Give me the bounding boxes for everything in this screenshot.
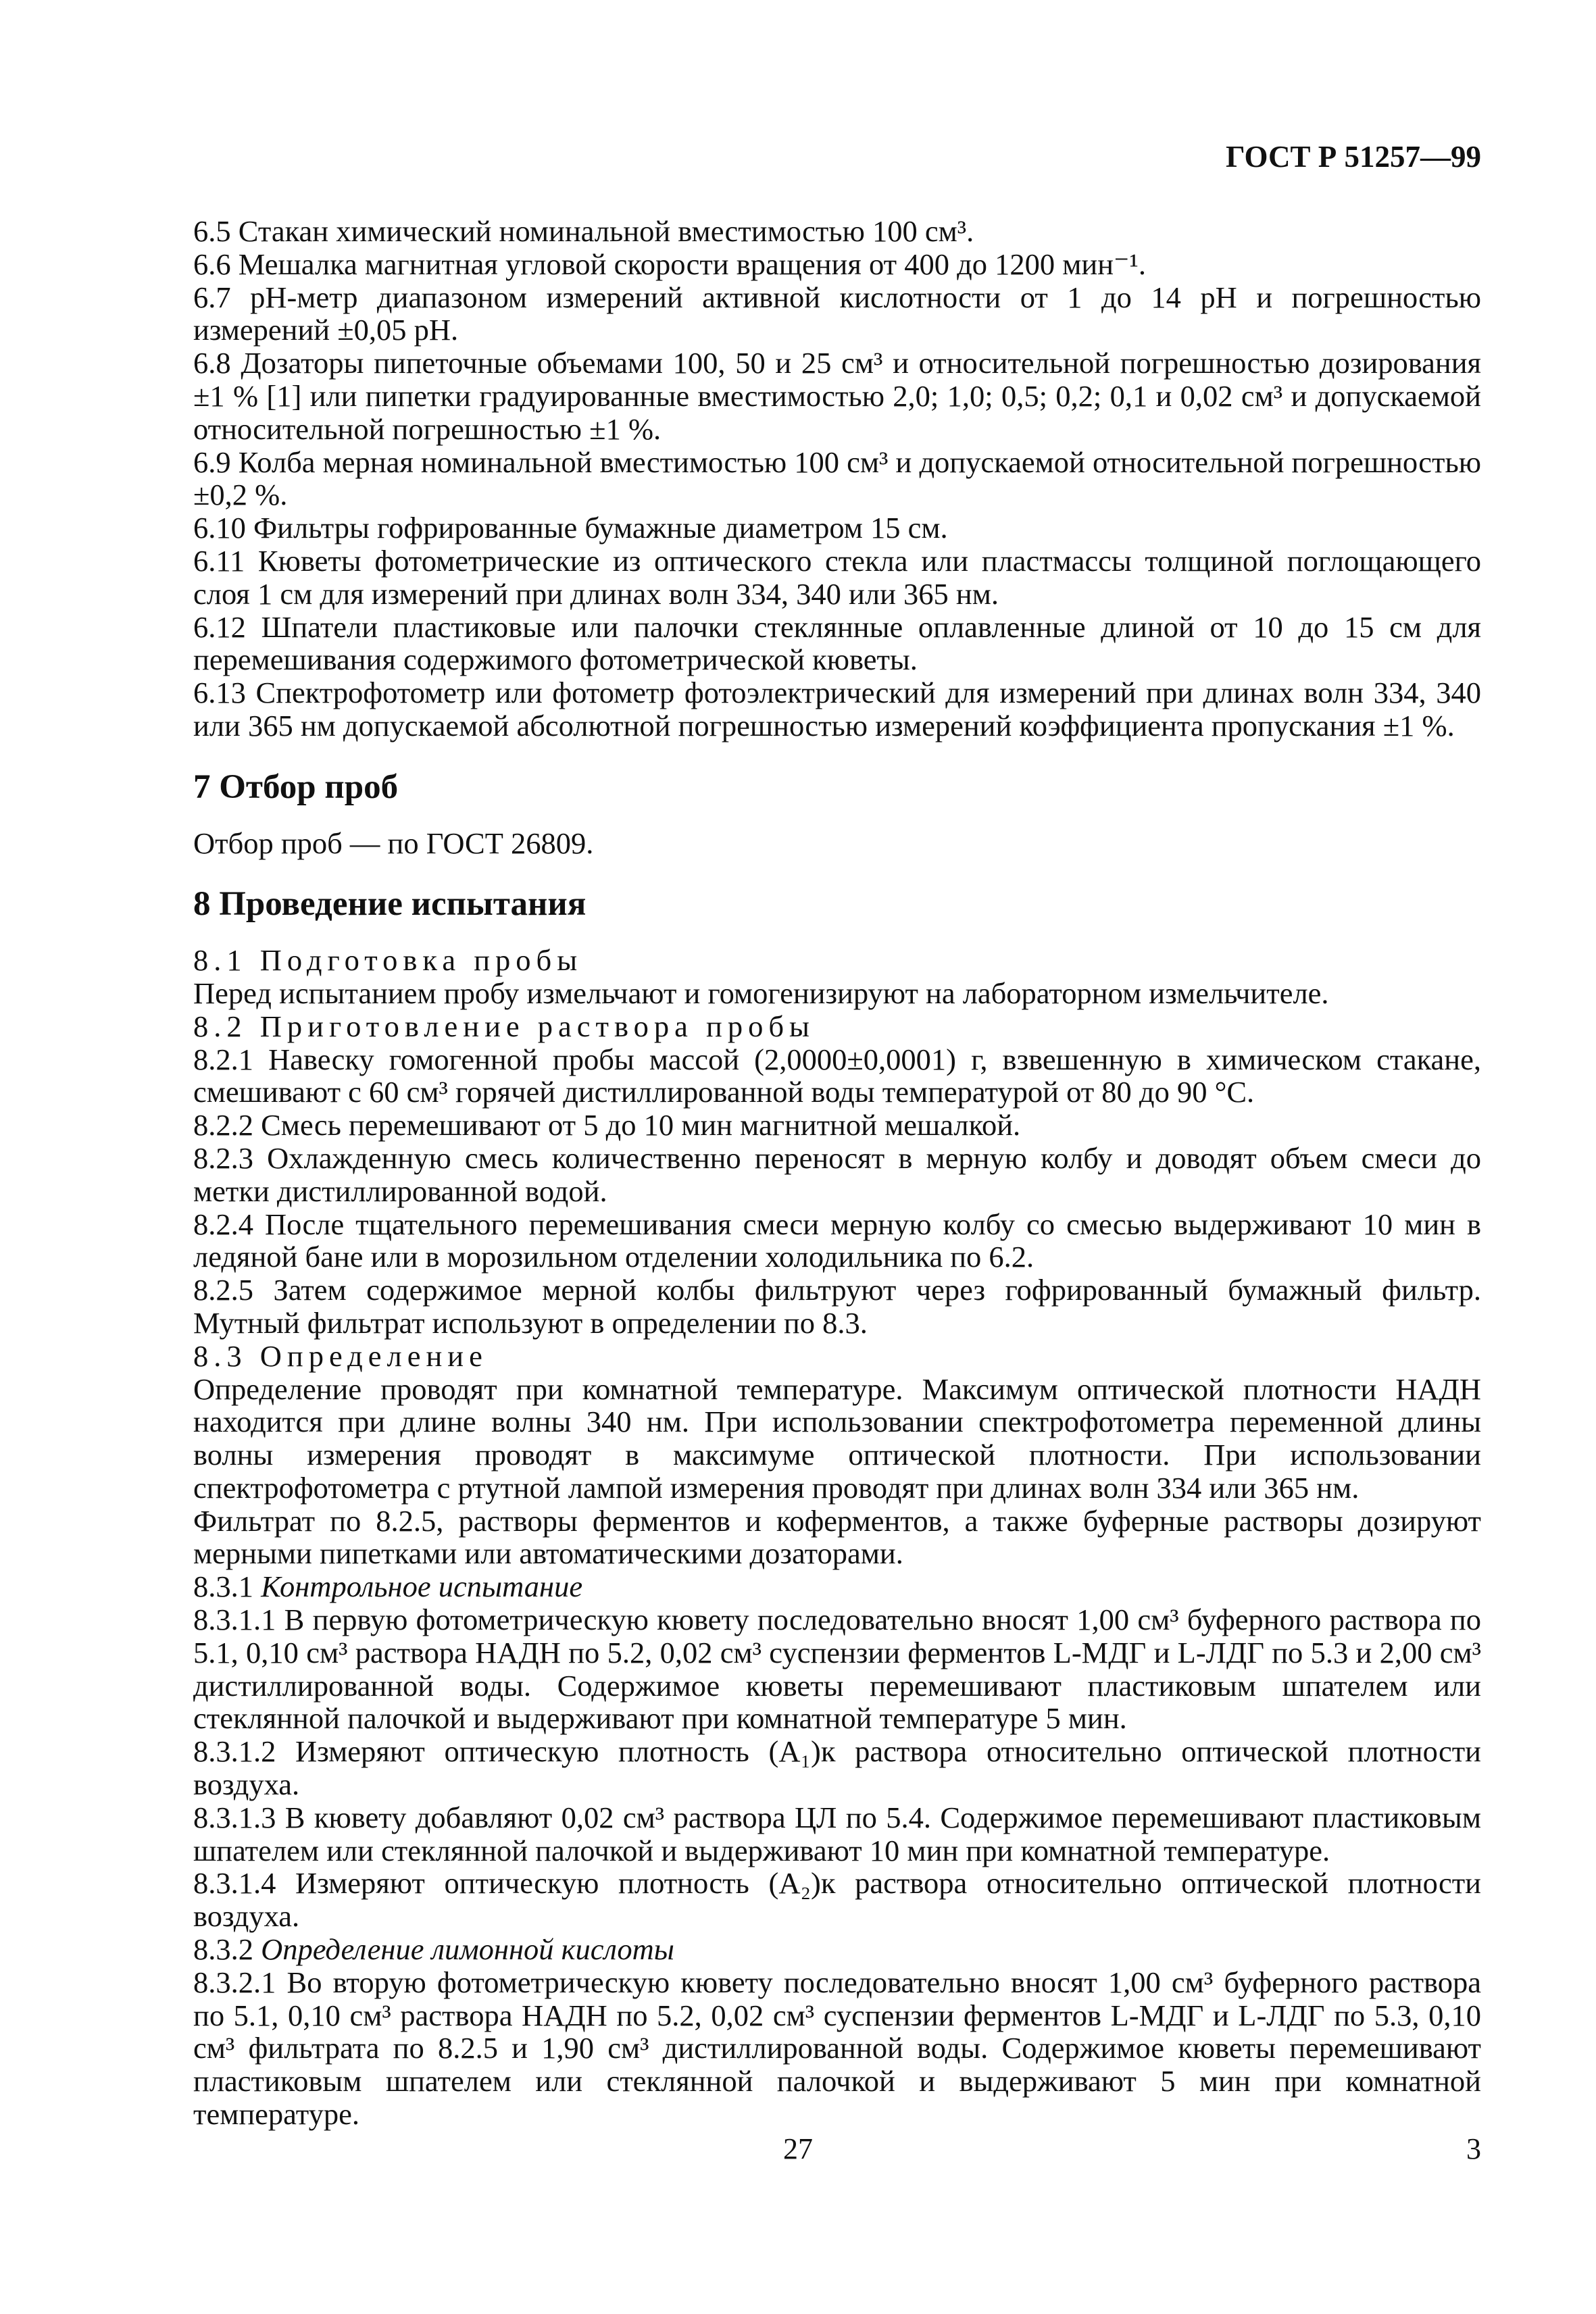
- item-8-3-2-1: 8.3.2.1 Во вторую фотометрическую кювету последовательно вносят 1,00 см³ буферного раствора по 5.1, 0,10 см³ раствора НАДН по 5.2, 0,02 см³ суспензии ферментов L-МДГ и L-ЛДГ по 5.3, 0,10 см³ фильтрата по 8.2.5 и 1,90 см³ дистиллированной воды. Содержимое кюветы перемешивают пластиковым шпателем или стеклянной палочкой и выдерживают 5 мин при комнатной температуре.: [193, 1965, 1481, 2132]
- section-8-title: 8 Проведение испытания: [193, 885, 587, 924]
- subsection-8-3-2-number: 8.3.2: [193, 1932, 253, 1967]
- item-6-10: 6.10 Фильтры гофрированные бумажные диаметром 15 см.: [193, 511, 948, 545]
- subsection-8-1-title: 8.1 Подготовка пробы: [193, 943, 583, 978]
- subsection-8-3-1-number: 8.3.1: [193, 1569, 253, 1604]
- item-6-12: 6.12 Шпатели пластиковые или палочки стеклянные оплавленные длиной от 10 до 15 см для перемешивания содержимого фотометрической кюветы.: [193, 609, 1481, 677]
- page-content: [193, 215, 1481, 2131]
- item-8-3-1-2: 8.3.1.2 Измеряют оптическую плотность (A₁)к раствора относительно оптической плотности воздуха.: [193, 1734, 1481, 1802]
- subsection-8-3-title: 8.3 Определение: [193, 1338, 488, 1373]
- document-id-header: ГОСТ Р 51257—99: [1225, 140, 1481, 174]
- subsection-8-3-1-title: Контрольное испытание: [261, 1569, 583, 1604]
- subsection-8-1-text: Перед испытанием пробу измельчают и гомогенизируют на лабораторном измельчителе.: [193, 976, 1329, 1010]
- item-8-2-1: 8.2.1 Навеску гомогенной пробы массой (2,0000±0,0001) г, взвешенную в химическом стакане, смешивают с 60 см³ горячей дистиллированной воды температурой от 80 до 90 °С.: [193, 1042, 1481, 1109]
- page-number-right: 3: [1466, 2132, 1481, 2165]
- section-7-title: 7 Отбор проб: [193, 768, 399, 806]
- item-8-3-1-3: 8.3.1.3 В кювету добавляют 0,02 см³ раствора ЦЛ по 5.4. Содержимое перемешивают пластиковым шпателем или стеклянной палочкой и выдерживают 10 мин при комнатной температуре.: [193, 1800, 1481, 1867]
- item-6-7: 6.7 pH-метр диапазоном измерений активной кислотности от 1 до 14 pH и погрешностью измерений ±0,05 pH.: [193, 280, 1481, 347]
- item-8-2-4: 8.2.4 После тщательного перемешивания смеси мерную колбу со смесью выдерживают 10 мин в ледяной бане или в морозильном отделении холодильника по 6.2.: [193, 1207, 1481, 1274]
- subsection-8-2-title: 8.2 Приготовление раствора пробы: [193, 1009, 815, 1043]
- item-8-3-1-4: 8.3.1.4 Измеряют оптическую плотность (A₂)к раствора относительно оптической плотности воздуха.: [193, 1866, 1481, 1934]
- subsection-8-3-2-title: Определение лимонной кислоты: [261, 1932, 674, 1967]
- item-8-2-3: 8.2.3 Охлажденную смесь количественно переносят в мерную колбу и доводят объем смеси до метки дистиллированной водой.: [193, 1140, 1481, 1208]
- subsection-8-3-para-1: Определение проводят при комнатной температуре. Максимум оптической плотности НАДН находится при длине волны 340 нм. При использовании спектрофотометра переменной длины волны измерения проводят в максимуме оптической плотности. При использовании спектрофотометра с ртутной лампой измерения проводят при длинах волн 334 или 365 нм.: [193, 1372, 1481, 1505]
- item-6-6: 6.6 Мешалка магнитная угловой скорости вращения от 400 до 1200 мин⁻¹.: [193, 247, 1146, 281]
- item-6-5: 6.5 Стакан химический номинальной вместимостью 100 см³.: [193, 214, 974, 248]
- item-8-3-1-1: 8.3.1.1 В первую фотометрическую кювету последовательно вносят 1,00 см³ буферного раствора по 5.1, 0,10 см³ раствора НАДН по 5.2, 0,02 см³ суспензии ферментов L-МДГ и L-ЛДГ по 5.3 и 2,00 см³ дистиллированной воды. Содержимое кюветы перемешивают пластиковым шпателем или стеклянной палочкой и выдерживают при комнатной температуре 5 мин.: [193, 1603, 1481, 1736]
- item-6-13: 6.13 Спектрофотометр или фотометр фотоэлектрический для измерений при длинах волн 334, 340 или 365 нм допускаемой абсолютной погрешностью измерений коэффициента пропускания ±1 %.: [193, 676, 1481, 743]
- subsection-8-3-para-2: Фильтрат по 8.2.5, растворы ферментов и коферментов, а также буферные растворы дозируют мерными пипетками или автоматическими дозаторами.: [193, 1503, 1481, 1571]
- section-7-text: Отбор проб — по ГОСТ 26809.: [193, 826, 594, 860]
- item-8-2-2: 8.2.2 Смесь перемешивают от 5 до 10 мин магнитной мешалкой.: [193, 1108, 1021, 1142]
- subsection-8-3-1-heading: [193, 1570, 1481, 1603]
- item-8-2-5: 8.2.5 Затем содержимое мерной колбы фильтруют через гофрированный бумажный фильтр. Мутный фильтрат используют в определении по 8.3.: [193, 1273, 1481, 1340]
- item-6-9: 6.9 Колба мерная номинальной вместимостью 100 см³ и допускаемой относительной погрешностью ±0,2 %.: [193, 445, 1481, 512]
- subsection-8-3-2-heading: [193, 1933, 1481, 1966]
- page-number-center: 27: [783, 2132, 813, 2165]
- item-6-11: 6.11 Кюветы фотометрические из оптического стекла или пластмассы толщиной поглощающего слоя 1 см для измерений при длинах волн 334, 340 или 365 нм.: [193, 543, 1481, 611]
- item-6-8: 6.8 Дозаторы пипеточные объемами 100, 50 и 25 см³ и относительной погрешностью дозирования ±1 % [1] или пипетки градуированные вместимостью 2,0; 1,0; 0,5; 0,2; 0,1 и 0,02 см³ и допускаемой относительной погрешностью ±1 %.: [193, 346, 1481, 446]
